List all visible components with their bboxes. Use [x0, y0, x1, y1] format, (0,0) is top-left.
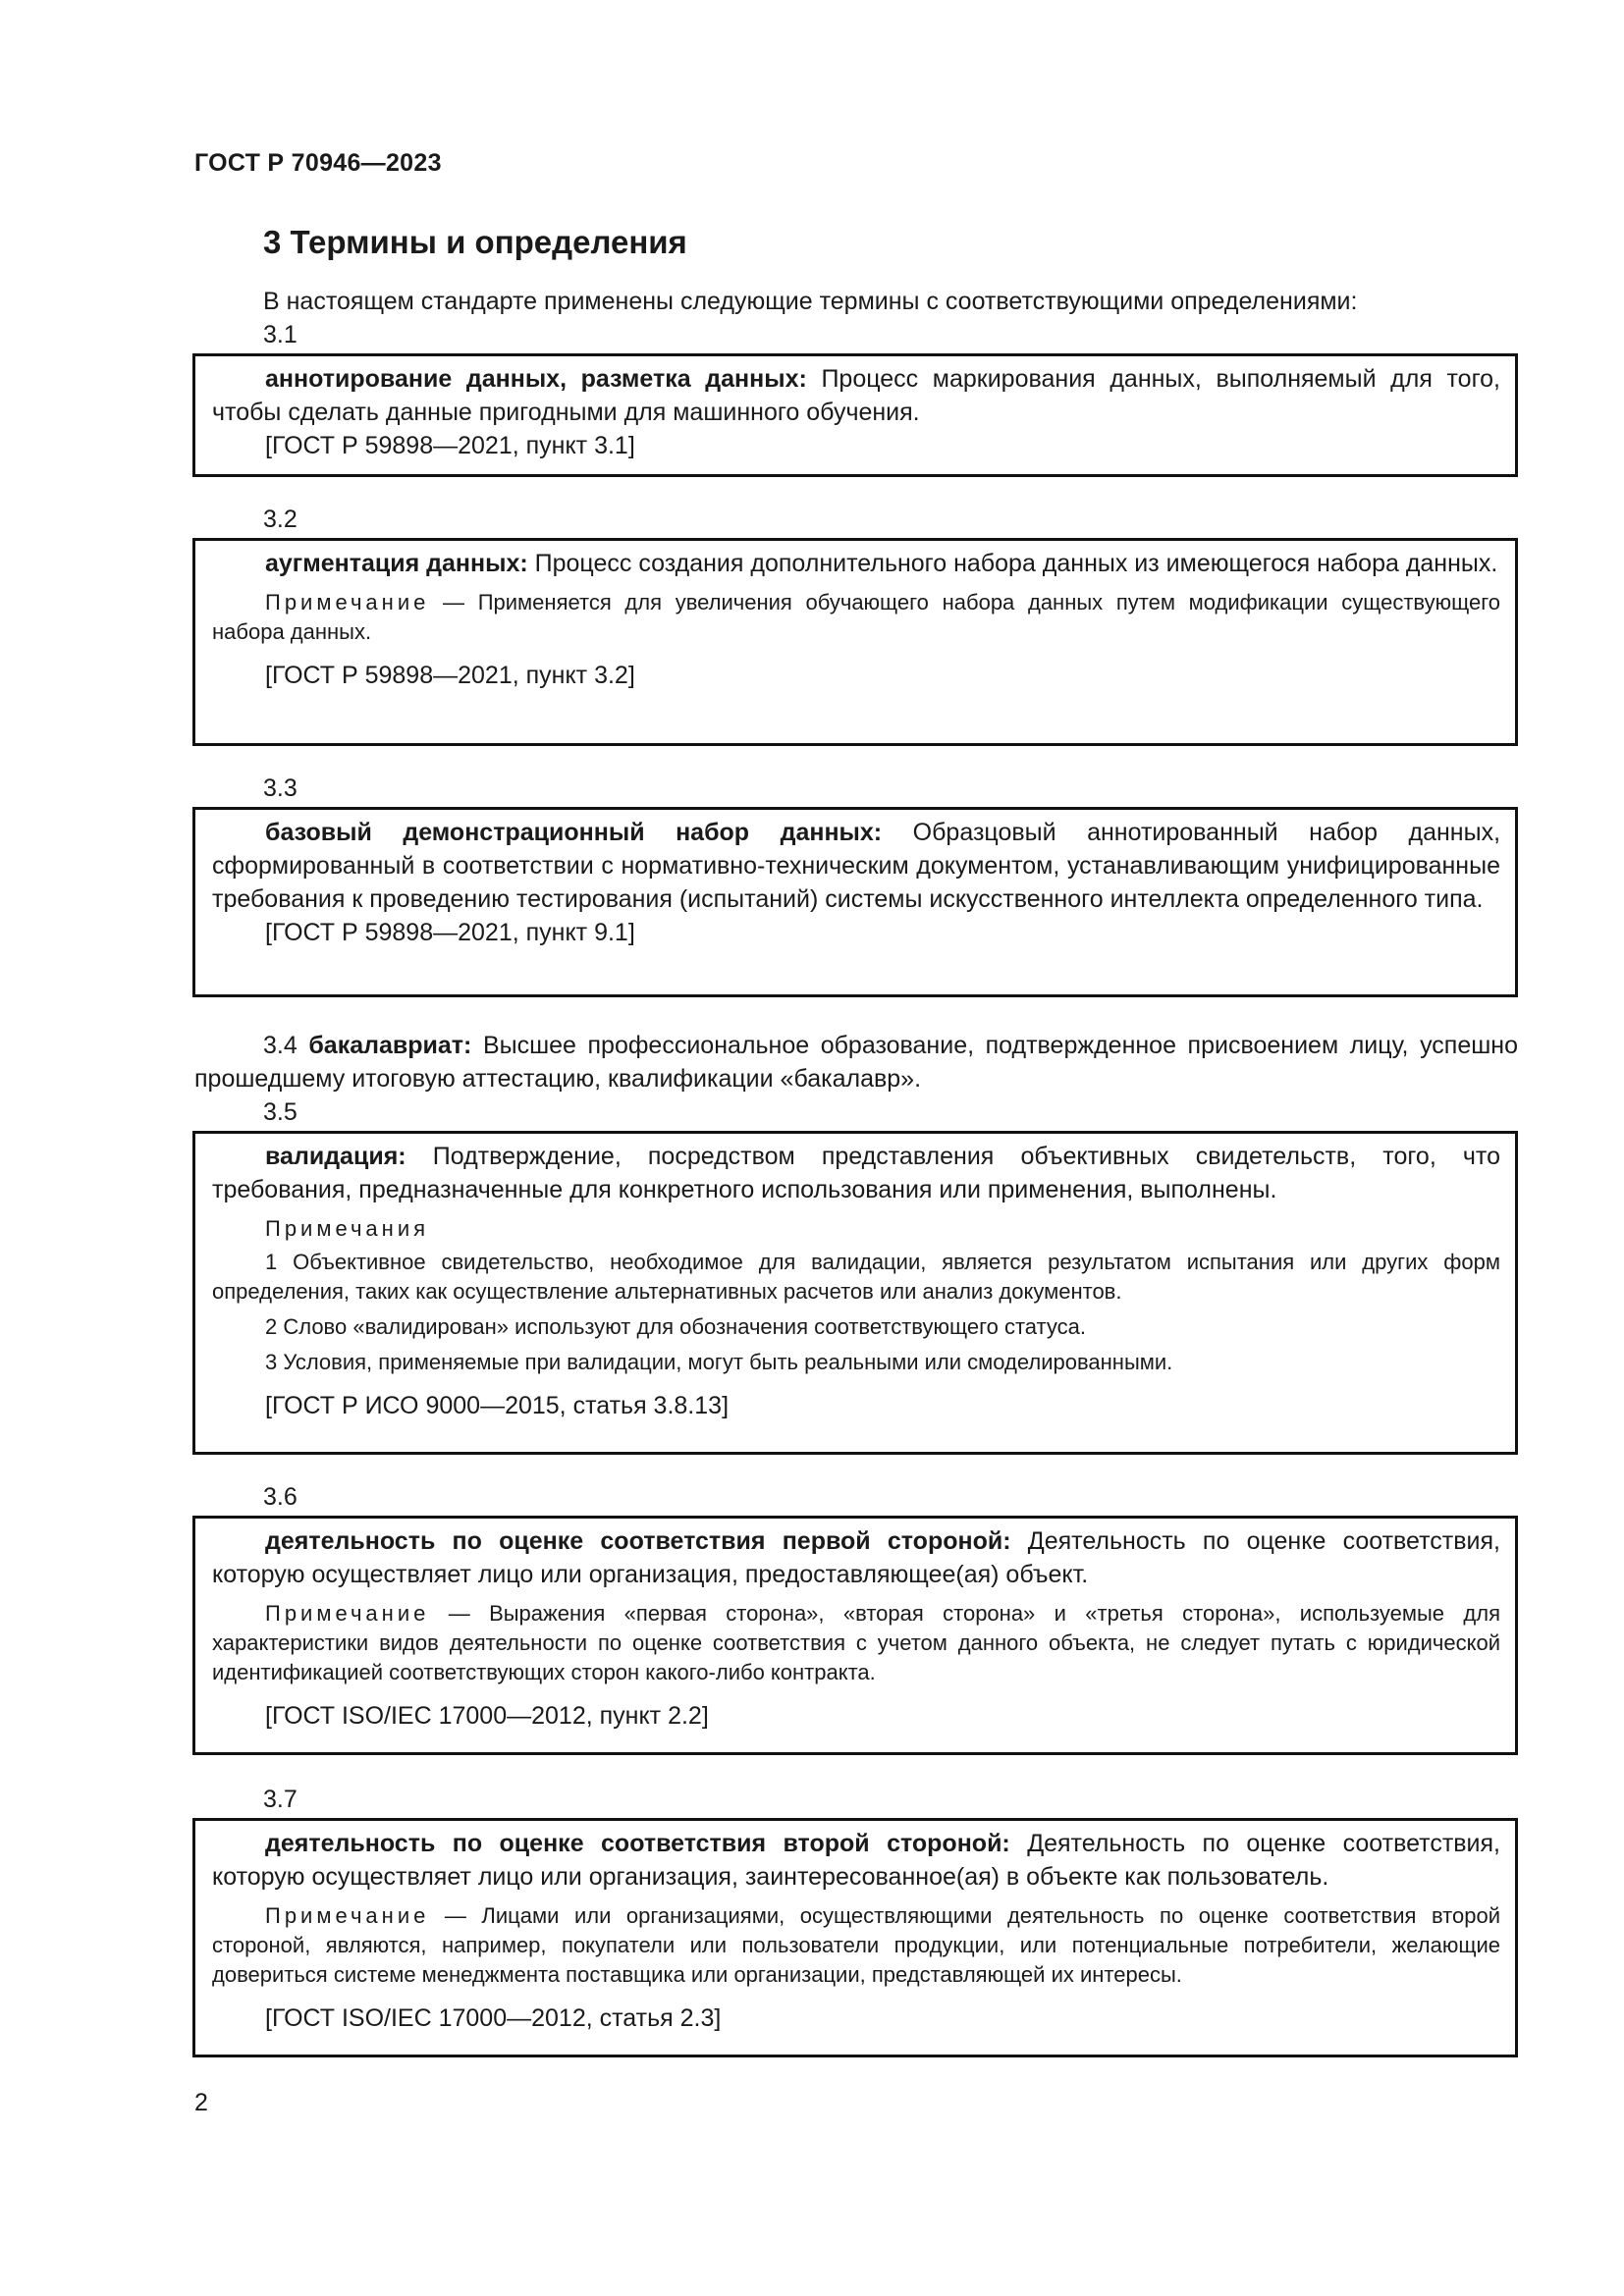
term-note [212, 1599, 1500, 1687]
term-number: 3.6 [263, 1483, 298, 1511]
term-source: [ГОСТ Р ИСО 9000—2015, статья 3.8.13] [265, 1392, 730, 1419]
note-item: 3 Условия, применяемые при валидации, могут быть реальными или смоделированными. [265, 1350, 1173, 1374]
term-number: 3.3 [263, 774, 298, 802]
term-box [192, 807, 1518, 997]
definition-text: Процесс маркирования данных, выполняемый для того, чтобы сделать данные пригодными для машинного обучения. [212, 365, 1501, 426]
term-source: [ГОСТ ISO/IEC 17000—2012, пункт 2.2] [265, 1702, 709, 1730]
term-paragraph [194, 1029, 1518, 1095]
term-box [192, 1516, 1518, 1755]
term-note [212, 1901, 1500, 1990]
note-text: — Выражения «первая сторона», «вторая сторона» и «третья сторона», используемые для характеристики видов деятельности по оценке соответствия с учетом данного объекта, не следует путать с юридической идентификацией соответствующих сторон какого-либо контракта. [212, 1601, 1500, 1684]
term-definition [212, 816, 1500, 916]
term-source: [ГОСТ Р 59898—2021, пункт 9.1] [265, 919, 635, 946]
note-item: 1 Объективное свидетельство, необходимое для валидации, является результатом испытания или других форм определения, таких как осуществление альтернативных расчетов или анализ документов. [212, 1250, 1500, 1304]
term-number: 3.2 [263, 506, 298, 533]
intro-text: В настоящем стандарте применены следующие термины с соответствующими определениями: [263, 288, 1358, 315]
definition-text: Подтверждение, посредством представления объективных свидетельств, того, что требования, предназначенные для конкретного использования или применения, выполнены. [212, 1143, 1500, 1203]
term-definition [212, 1140, 1500, 1206]
term-name: базовый демонстрационный набор данных: [265, 819, 883, 846]
term-definition [212, 1827, 1500, 1894]
term-source: [ГОСТ Р 59898—2021, пункт 3.1] [265, 432, 635, 459]
term-name: аугментация данных: [265, 550, 528, 577]
note-text: — Применяется для увеличения обучающего набора данных путем модификации существующего набора данных. [212, 590, 1500, 644]
definition-text: Деятельность по оценке соответствия, которую осуществляет лицо или организация, предоставляющее(ая) объект. [212, 1527, 1500, 1588]
section-title: 3 Термины и определения [263, 224, 687, 260]
term-box [192, 353, 1518, 477]
term-name: бакалавриат: [308, 1032, 472, 1059]
term-note [212, 588, 1500, 647]
term-definition [212, 362, 1500, 429]
term-name: деятельность по оценке соответствия второй стороной: [265, 1830, 1010, 1857]
term-box [192, 538, 1518, 746]
term-number: 3.5 [263, 1098, 298, 1126]
notes-label [212, 1214, 1500, 1244]
term-source: [ГОСТ Р 59898—2021, пункт 3.2] [265, 662, 635, 689]
definition-text: Образцовый аннотированный набор данных, сформированный в соответствии с нормативно-техническим документом, устанавливающим унифицированные требования к проведению тестирования (испытаний) системы искусственного интеллекта определенного типа. [212, 819, 1501, 913]
term-number: 3.7 [263, 1786, 298, 1813]
notes-label-text: Примечания [265, 1216, 430, 1241]
note-label: Примечание [265, 1601, 430, 1626]
note-item: 2 Слово «валидирован» используют для обозначения соответствующего статуса. [265, 1314, 1086, 1339]
note-text: — Лицами или организациями, осуществляющими деятельность по оценке соответствия второй стороной, являются, например, покупатели или пользователи продукции, или потенциальные потребители, желающие довериться системе менеджмента поставщика или организации, представляющей их интересы. [212, 1903, 1500, 1987]
note-label: Примечание [265, 590, 430, 614]
term-number: 3.4 [263, 1032, 298, 1059]
definition-text: Процесс создания дополнительного набора данных из имеющегося набора данных. [527, 550, 1498, 577]
page-number: 2 [194, 2089, 208, 2116]
term-box [192, 1818, 1518, 2057]
definition-text: Деятельность по оценке соответствия, которую осуществляет лицо или организация, заинтересованное(ая) в объекте как пользователь. [212, 1830, 1500, 1891]
term-definition [212, 1524, 1500, 1591]
document-header: ГОСТ Р 70946—2023 [194, 149, 442, 177]
term-name: валидация: [265, 1143, 406, 1170]
term-name: аннотирование данных, разметка данных: [265, 365, 807, 393]
term-number: 3.1 [263, 321, 298, 348]
definition-text: Высшее профессиональное образование, подтвержденное присвоением лицу, успешно прошедшему итоговую аттестацию, квалификации «бакалавр». [194, 1032, 1518, 1093]
term-box [192, 1131, 1518, 1455]
term-definition [212, 547, 1500, 580]
term-source: [ГОСТ ISO/IEC 17000—2012, статья 2.3] [265, 2004, 722, 2032]
note-label: Примечание [265, 1903, 430, 1928]
term-name: деятельность по оценке соответствия первой стороной: [265, 1527, 1011, 1555]
